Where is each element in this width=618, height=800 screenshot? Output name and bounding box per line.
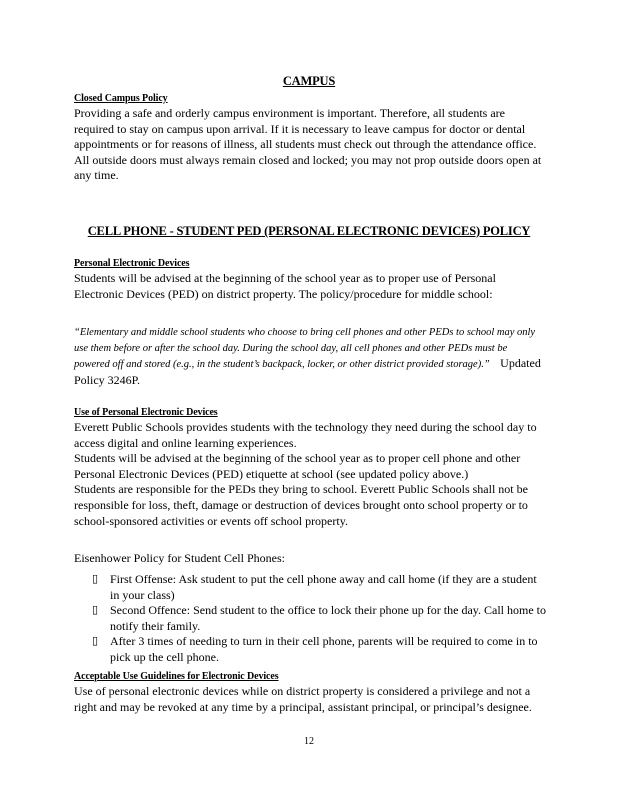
eisenhower-policy-intro-block: [74, 551, 544, 567]
use-of-devices-subheading: Use of Personal Electronic Devices: [74, 407, 218, 418]
offense-text: First Offense: Ask student to put the cell phone away and call home (if they are a student in your class): [110, 572, 537, 602]
personal-devices-section: [74, 258, 544, 302]
personal-devices-paragraph: Students will be advised at the beginning of the school year as to proper use of Personal Electronic Devices (PED) on district property. The policy/procedure for middle school:: [74, 271, 496, 301]
list-item: [88, 634, 548, 665]
offense-text: Second Offence: Send student to the office to lock their phone up for the day. Call home to notify their family.: [110, 603, 547, 633]
bullet-icon: ▯: [91, 635, 99, 648]
closed-campus-subheading: Closed Campus Policy: [74, 93, 168, 104]
list-item: [88, 603, 548, 634]
updated-policy-reference: Updated Policy 3246P.: [74, 356, 541, 387]
policy-quote-block: [74, 325, 544, 389]
campus-heading: CAMPUS: [282, 74, 336, 88]
campus-section: [74, 93, 544, 184]
offense-list: [88, 572, 548, 666]
acceptable-use-subheading: Acceptable Use Guidelines for Electronic Devices: [74, 671, 279, 682]
personal-devices-subheading: Personal Electronic Devices: [74, 258, 190, 269]
ped-policy-heading: CELL PHONE - STUDENT PED (PERSONAL ELECTRONIC DEVICES) POLICY: [87, 224, 531, 238]
use-of-devices-paragraph-2: Students will be advised at the beginning of the school year as to proper cell phone and other Personal Electronic Devices (PED) etiquette at school (see updated policy above.): [74, 451, 521, 481]
closed-campus-paragraph: Providing a safe and orderly campus environment is important. Therefore, all students are required to stay on campus upon arrival. If it is necessary to leave campus for doctor or dental appointments or for reasons of illness, all students must check out through the attendance office. All outside doors must always remain closed and locked; you may not prop outside doors open at any time.: [74, 106, 542, 183]
eisenhower-policy-intro: Eisenhower Policy for Student Cell Phones:: [74, 551, 285, 565]
page-number: 12: [304, 736, 314, 747]
policy-quote: [74, 325, 544, 389]
bullet-icon: ▯: [91, 604, 99, 617]
use-of-devices-paragraph-3: Students are responsible for the PEDs they bring to school. Everett Public Schools shall not be responsible for loss, theft, damage or destruction of devices brought onto school property or to school-sponsored activities or events off school property.: [74, 482, 528, 528]
list-item: [88, 572, 548, 603]
use-of-devices-paragraph-1: Everett Public Schools provides students with the technology they need during the school day to access digital and online learning experiences.: [74, 420, 537, 450]
acceptable-use-paragraph: Use of personal electronic devices while on district property is considered a privilege and not a right and may be revoked at any time by a principal, assistant principal, or principal’s designee.: [74, 684, 532, 714]
use-of-devices-section: [74, 407, 544, 529]
offense-text: After 3 times of needing to turn in their cell phone, parents will be required to come in to pick up the cell phone.: [110, 634, 538, 664]
policy-quote-text: “Elementary and middle school students who choose to bring cell phones and other PEDs to school may only use them before or after the school day. During the school day, all cell phones and other PEDs must be powered off and stored (e.g., in the student’s backpack, locker, or other district provided storage).”: [74, 327, 536, 371]
bullet-icon: ▯: [91, 573, 99, 585]
acceptable-use-section: [74, 671, 544, 715]
